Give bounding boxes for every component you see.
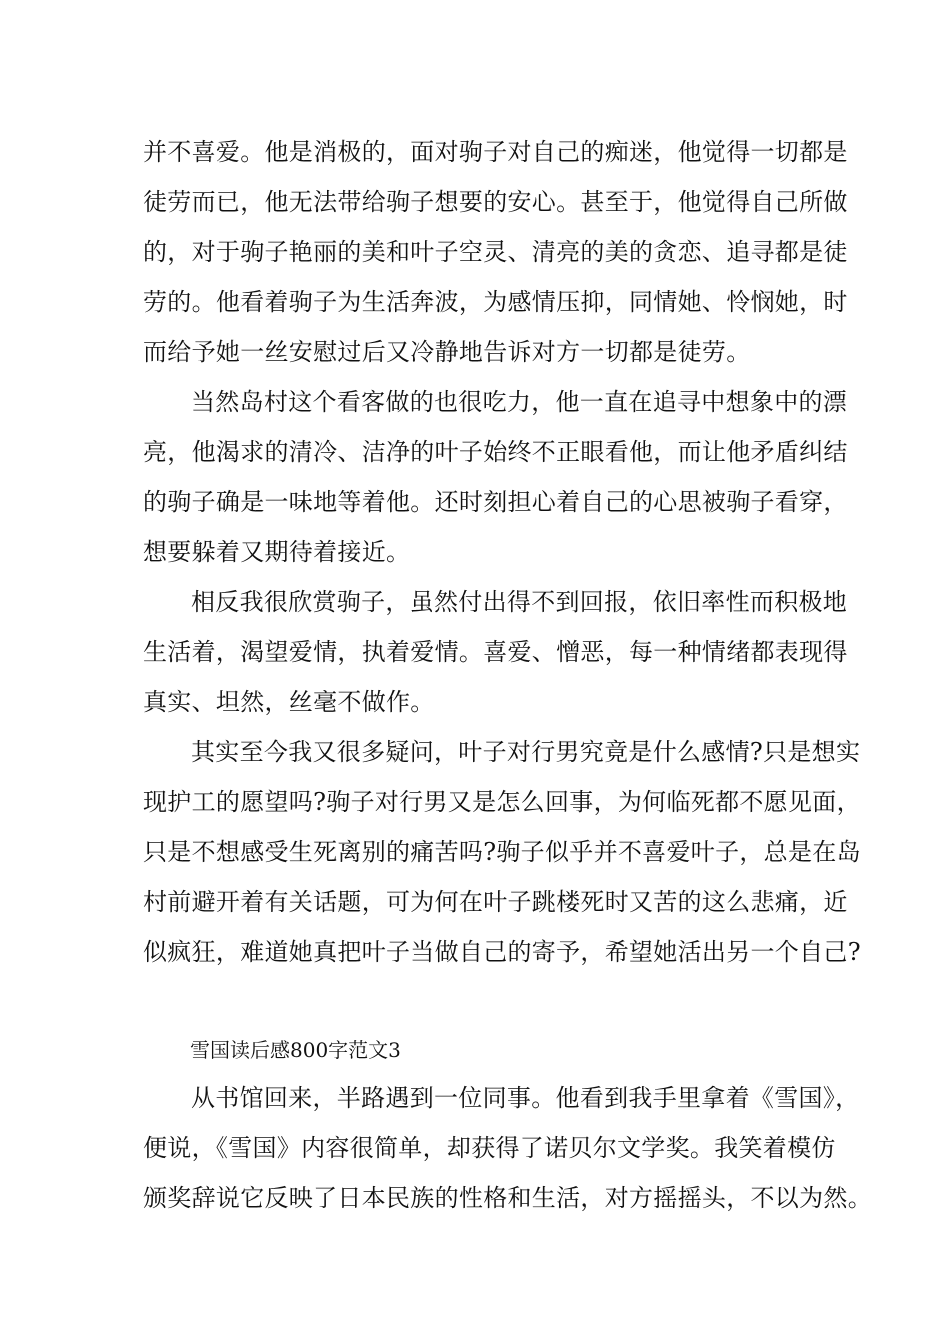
text-line: 生活着，渴望爱情，执着爱情。喜爱、憎恶，每一种情绪都表现得 — [143, 638, 848, 666]
text-line: 只是不想感受生死离别的痛苦吗?驹子似乎并不喜爱叶子，总是在岛 — [143, 838, 861, 866]
text-line: 便说，《雪国》内容很简单，却获得了诺贝尔文学奖。我笑着模仿 — [143, 1134, 836, 1162]
text-line: 并不喜爱。他是消极的，面对驹子对自己的痴迷，他觉得一切都是 — [143, 138, 848, 166]
text-line: 亮，他渴求的清冷、洁净的叶子始终不正眼看他，而让他矛盾纠结 — [143, 438, 848, 466]
text-line: 的，对于驹子艳丽的美和叶子空灵、清亮的美的贪恋、追寻都是徒 — [143, 238, 848, 266]
text-line: 现护工的愿望吗?驹子对行男又是怎么回事，为何临死都不愿见面， — [143, 788, 861, 816]
text-line: 村前避开着有关话题，可为何在叶子跳楼死时又苦的这么悲痛，近 — [143, 888, 848, 916]
text-line: 颁奖辞说它反映了日本民族的性格和生活，对方摇摇头，不以为然。 — [143, 1184, 872, 1212]
text-line: 似疯狂，难道她真把叶子当做自己的寄予，希望她活出另一个自己? — [143, 938, 861, 966]
text-line: 的驹子确是一味地等着他。还时刻担心着自己的心思被驹子看穿， — [143, 488, 848, 516]
text-line: 徒劳而已，他无法带给驹子想要的安心。甚至于，他觉得自己所做 — [143, 188, 848, 216]
text-line: 劳的。他看着驹子为生活奔波，为感情压抑，同情她、怜悯她，时 — [143, 288, 848, 316]
text-line: 相反我很欣赏驹子，虽然付出得不到回报，依旧率性而积极地 — [191, 588, 848, 616]
text-line: 想要躲着又期待着接近。 — [143, 538, 411, 566]
text-line: 而给予她一丝安慰过后又冷静地告诉对方一切都是徒劳。 — [143, 338, 751, 366]
text-line: 当然岛村这个看客做的也很吃力，他一直在追寻中想象中的漂 — [191, 388, 848, 416]
text-line: 真实、坦然，丝毫不做作。 — [143, 688, 435, 716]
text-line: 其实至今我又很多疑问，叶子对行男究竟是什么感情?只是想实 — [191, 738, 861, 766]
section-heading: 雪国读后感800字范文3 — [190, 1038, 401, 1062]
text-line: 从书馆回来，半路遇到一位同事。他看到我手里拿着《雪国》， — [191, 1084, 860, 1112]
